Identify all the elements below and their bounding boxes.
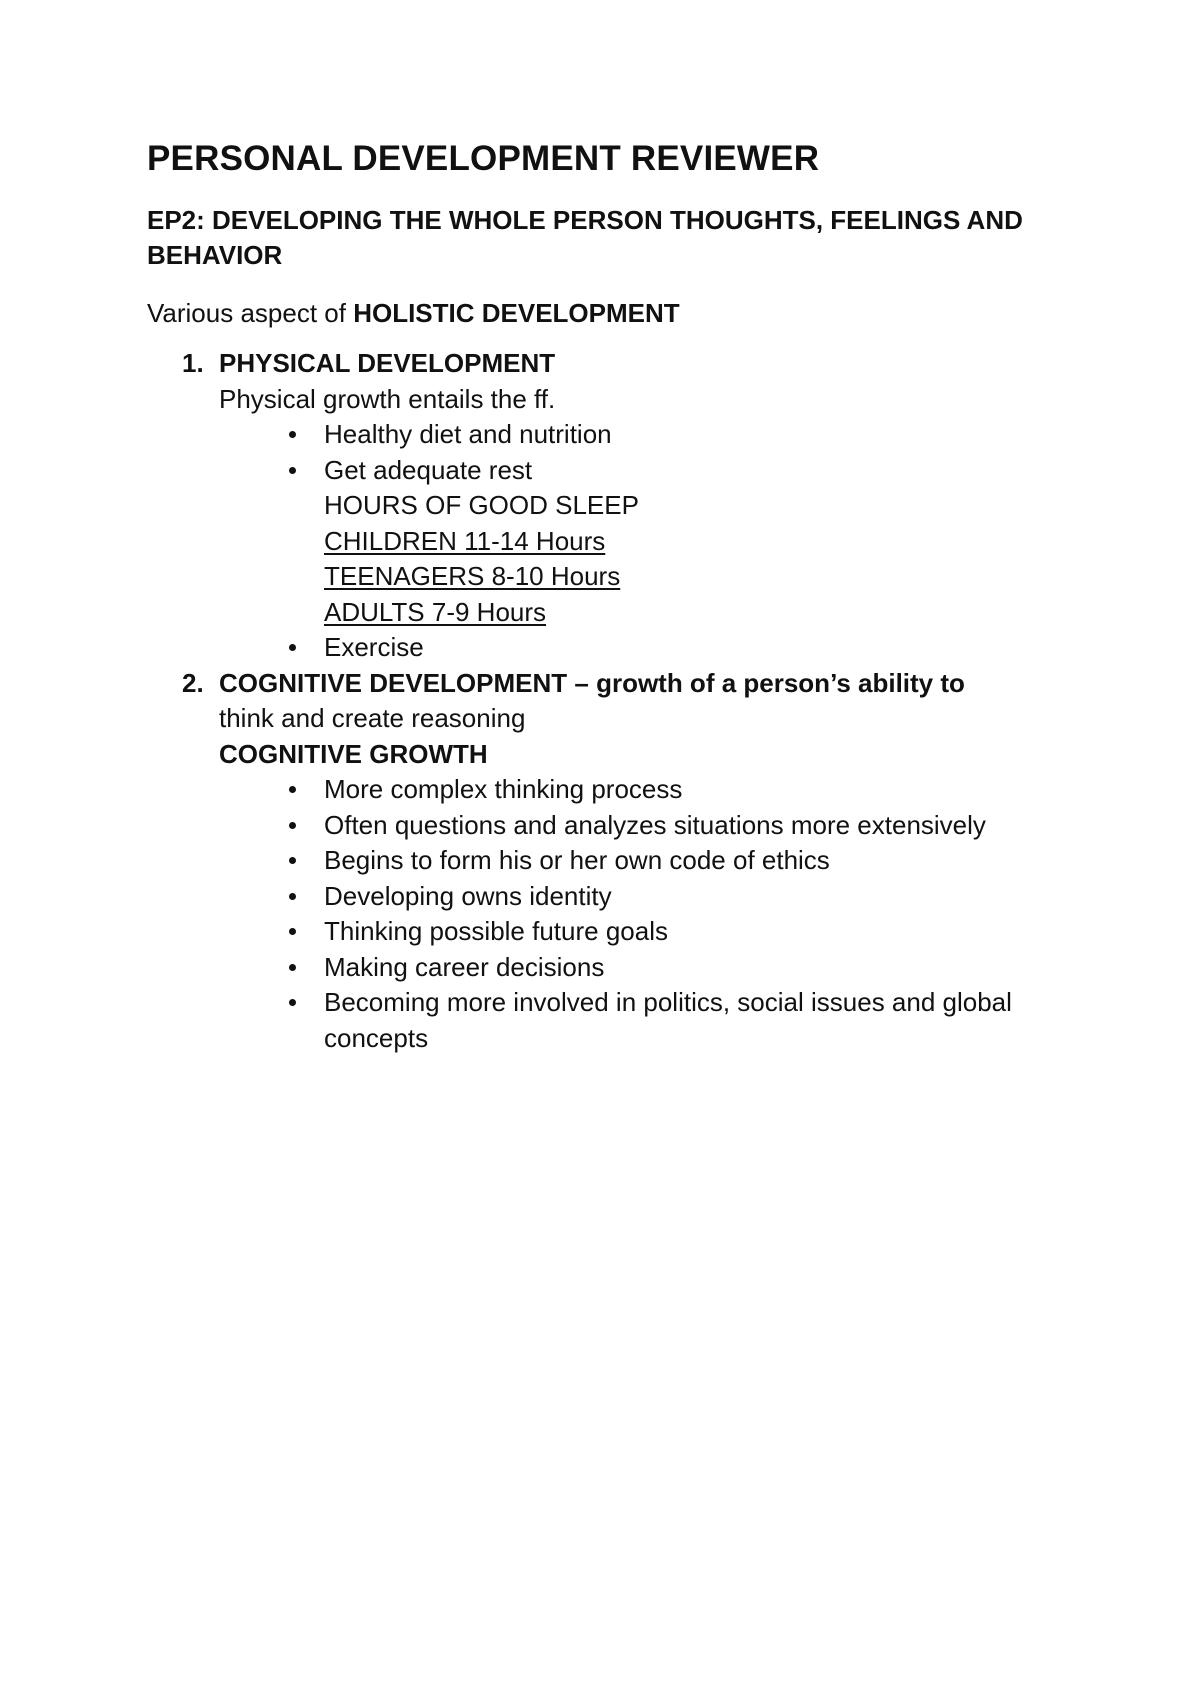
bullet-text: Begins to form his or her own code of ethics xyxy=(324,845,830,875)
list-item xyxy=(219,417,1077,453)
document-page xyxy=(147,138,1077,1056)
document-subtitle: EP2: DEVELOPING THE WHOLE PERSON THOUGHTS, FEELINGS AND BEHAVIOR xyxy=(147,205,1023,270)
intro-prefix: Various aspect of xyxy=(147,298,354,328)
bullet-icon xyxy=(289,822,296,829)
development-list xyxy=(147,346,1077,1056)
bullet-icon xyxy=(289,644,296,651)
list-item xyxy=(219,808,1077,844)
sleep-adults: ADULTS 7-9 Hours xyxy=(324,596,547,627)
physical-heading: PHYSICAL DEVELOPMENT xyxy=(219,348,556,378)
bullet-text: More complex thinking process xyxy=(324,774,683,804)
bullet-text: Often questions and analyzes situations more extensively xyxy=(324,809,986,840)
bullet-icon xyxy=(289,467,296,474)
cognitive-bullets xyxy=(219,772,1077,1056)
list-item xyxy=(219,630,1077,666)
cognitive-growth-heading: COGNITIVE GROWTH xyxy=(219,738,488,769)
list-item xyxy=(219,453,1077,631)
physical-development-item xyxy=(147,346,1077,666)
list-item xyxy=(219,772,1077,808)
list-item xyxy=(219,985,1077,1056)
document-title: PERSONAL DEVELOPMENT REVIEWER xyxy=(147,139,820,178)
list-item xyxy=(219,914,1077,950)
bullet-text: Developing owns identity xyxy=(324,880,612,911)
cognitive-definition-bold: – growth of a person’s ability to xyxy=(567,667,965,698)
bullet-icon xyxy=(289,786,296,793)
sleep-children: CHILDREN 11-14 Hours xyxy=(324,525,606,556)
item-number: 2. xyxy=(182,667,204,698)
sleep-heading: HOURS OF GOOD SLEEP xyxy=(324,490,639,520)
cognitive-heading: COGNITIVE DEVELOPMENT xyxy=(219,667,568,698)
cognitive-definition-rest: think and create reasoning xyxy=(219,703,526,733)
bullet-icon xyxy=(289,928,296,935)
bullet-text: Get adequate rest xyxy=(324,454,533,485)
bullet-icon xyxy=(289,964,296,971)
cognitive-development-item xyxy=(147,666,1077,1057)
bullet-text: Exercise xyxy=(324,632,424,662)
list-item xyxy=(219,843,1077,879)
list-item xyxy=(219,950,1077,986)
intro-bold: HOLISTIC DEVELOPMENT xyxy=(353,298,680,328)
bullet-icon xyxy=(289,999,296,1006)
intro-line xyxy=(147,296,1077,331)
physical-bullets xyxy=(219,417,1077,666)
sleep-teenagers: TEENAGERS 8-10 Hours xyxy=(324,561,621,591)
bullet-text: Healthy diet and nutrition xyxy=(324,419,612,449)
list-item xyxy=(219,879,1077,915)
bullet-icon xyxy=(289,893,296,900)
bullet-text: Making career decisions xyxy=(324,951,605,982)
item-number: 1. xyxy=(182,348,204,378)
bullet-text: Thinking possible future goals xyxy=(324,916,668,946)
physical-description: Physical growth entails the ff. xyxy=(219,383,556,414)
bullet-icon xyxy=(289,431,296,438)
bullet-text: Becoming more involved in politics, social issues and global concepts xyxy=(324,987,1012,1053)
bullet-icon xyxy=(289,857,296,864)
